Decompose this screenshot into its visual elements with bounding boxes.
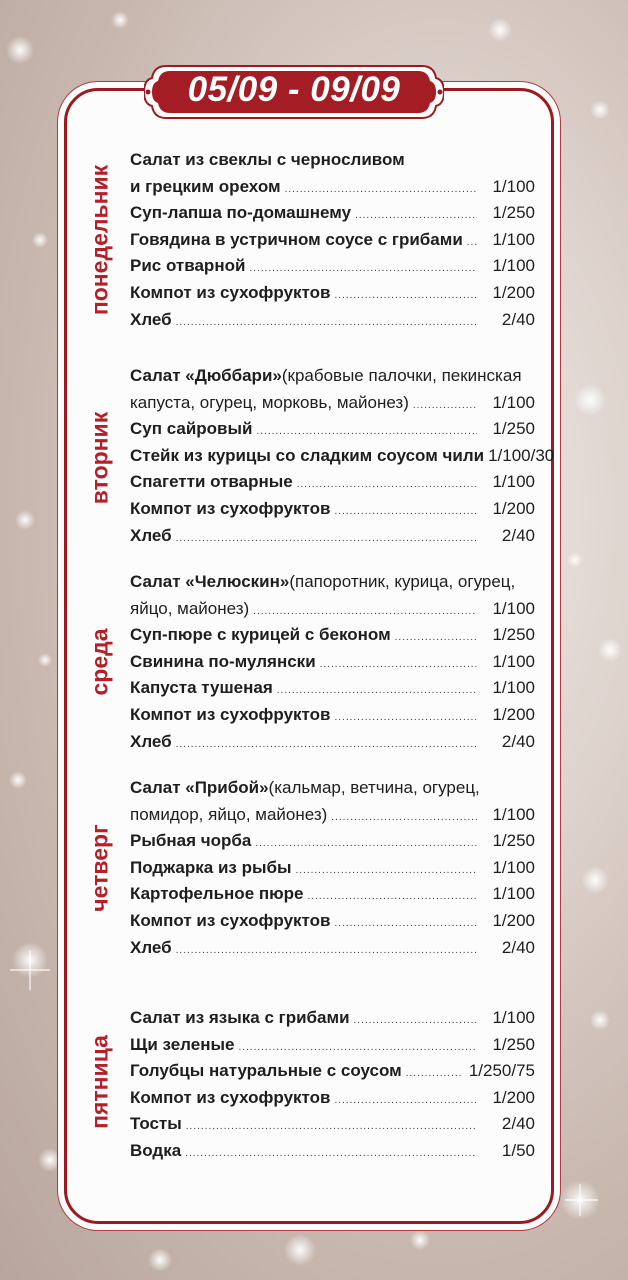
menu-item: Салат из языка с грибами ..... 1/100 (130, 1008, 535, 1035)
menu-item: Компот из сухофруктов ..... 1/200 (130, 705, 535, 732)
menu-item: яйцо, майонез) ..... 1/100 (130, 599, 535, 626)
day-label-thursday: четверг (86, 824, 113, 912)
menu-item: Рыбная чорба ..... 1/250 (130, 831, 535, 858)
menu-item: Хлеб ..... 2/40 (130, 732, 535, 759)
day-label-wednesday: среда (86, 628, 113, 696)
menu-section-thursday (130, 778, 535, 964)
menu-item: Щи зеленые ..... 1/250 (130, 1035, 535, 1062)
menu-item: Компот из сухофруктов ..... 1/200 (130, 283, 535, 310)
menu-item: Свинина по-мулянски ..... 1/100 (130, 652, 535, 679)
menu-item: Спагетти отварные ..... 1/100 (130, 472, 535, 499)
menu-section-friday (130, 1008, 535, 1168)
menu-item: Хлеб ..... 2/40 (130, 938, 535, 965)
day-label-tuesday: вторник (86, 411, 113, 505)
menu-item: Суп-лапша по-домашнему ..... 1/250 (130, 203, 535, 230)
menu-item: Капуста тушеная ..... 1/100 (130, 678, 535, 705)
menu-item: Хлеб ..... 2/40 (130, 526, 535, 553)
menu-item: Салат из свеклы с черносливом (130, 150, 405, 169)
menu-item: Хлеб ..... 2/40 (130, 310, 535, 337)
page-title: 05/09 - 09/09 (187, 70, 401, 109)
menu-item: Рис отварной ..... 1/100 (130, 256, 535, 283)
menu-section-monday (130, 150, 535, 336)
menu-section-wednesday (130, 572, 535, 758)
menu-item: Суп сайровый ..... 1/250 (130, 419, 535, 446)
menu-item: Компот из сухофруктов ..... 1/200 (130, 499, 535, 526)
menu-item: Говядина в устричном соусе с грибами ..... 1/100 (130, 230, 535, 257)
menu-item: Картофельное пюре ..... 1/100 (130, 884, 535, 911)
menu-item: Компот из сухофруктов ..... 1/200 (130, 911, 535, 938)
menu-item: Суп-пюре с курицей с беконом ..... 1/250 (130, 625, 535, 652)
menu-item: Салат «Прибой» (кальмар, ветчина, огурец, (130, 778, 480, 797)
menu-item: Тосты ..... 2/40 (130, 1114, 535, 1141)
menu-item: Компот из сухофруктов ..... 1/200 (130, 1088, 535, 1115)
menu-item: Салат «Дюббари» (крабовые палочки, пекинская (130, 366, 522, 385)
menu-item: Водка ..... 1/50 (130, 1141, 535, 1168)
menu-item: помидор, яйцо, майонез) ..... 1/100 (130, 805, 535, 832)
menu-item: капуста, огурец, морковь, майонез) ..... 1/100 (130, 393, 535, 420)
menu-item: и грецким орехом ..... 1/100 (130, 177, 535, 204)
title-banner (144, 60, 444, 124)
day-label-friday: пятница (86, 1035, 113, 1129)
menu-item: Стейк из курицы со сладким соусом чили 1/100/30 (130, 445, 555, 465)
menu-section-tuesday (130, 366, 555, 552)
menu-item: Голубцы натуральные с соусом ..... 1/250/75 (130, 1061, 535, 1088)
menu-item: Поджарка из рыбы ..... 1/100 (130, 858, 535, 885)
day-label-monday: понедельник (86, 164, 113, 316)
menu-item: Салат «Челюскин» (папоротник, курица, огурец, (130, 572, 516, 591)
